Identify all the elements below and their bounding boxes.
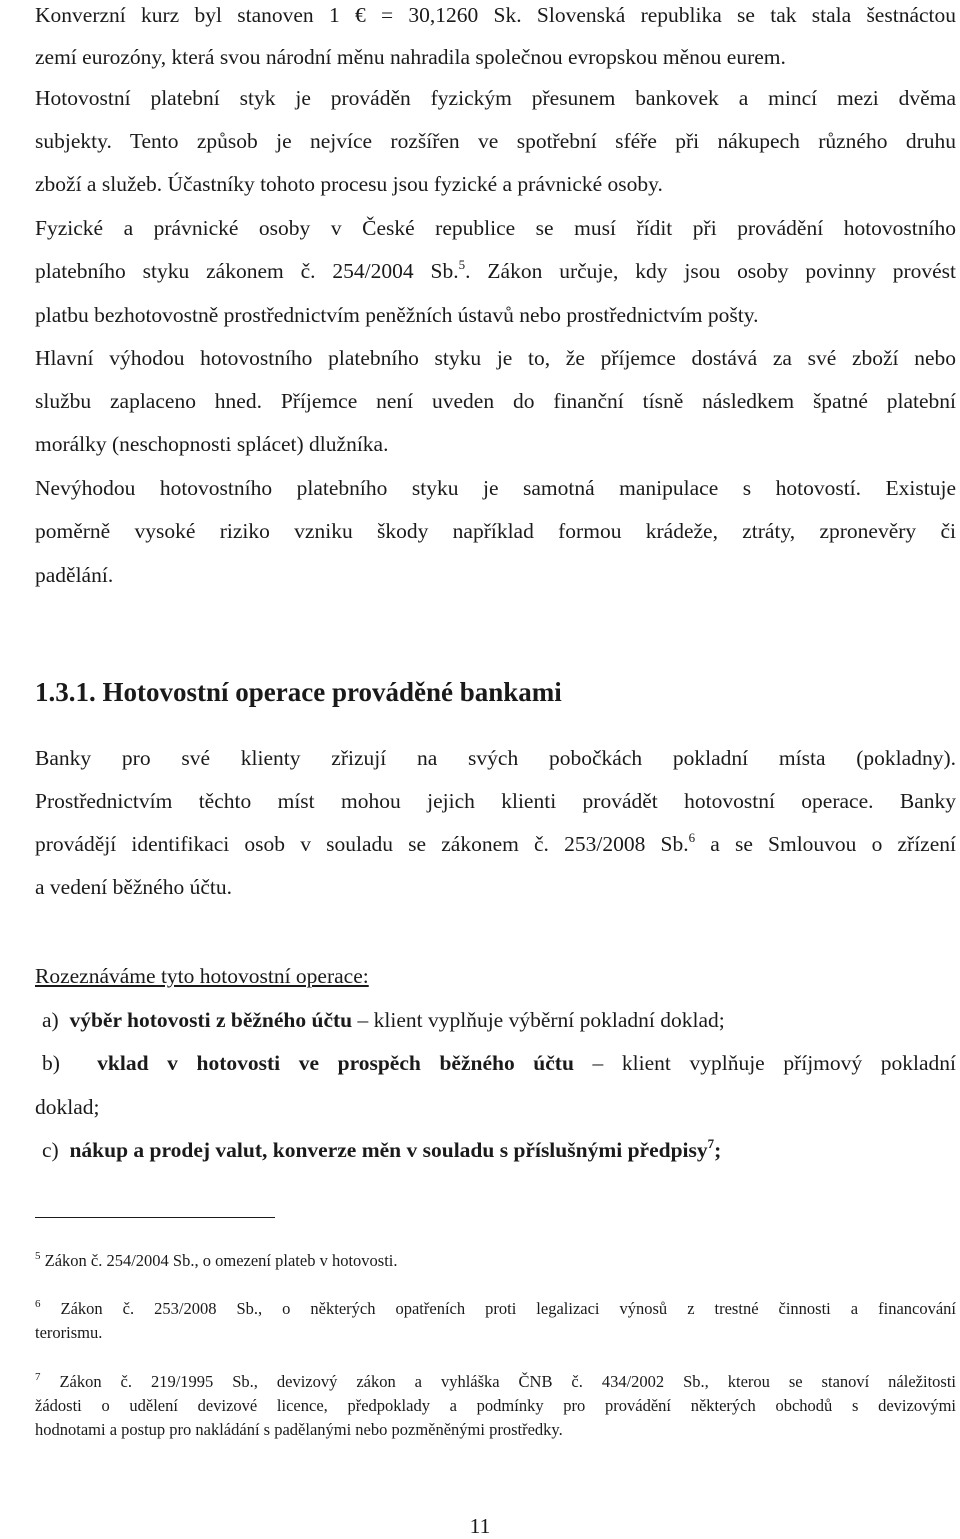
list-item-c-marker: c) (42, 1138, 59, 1162)
list-intro (35, 961, 956, 991)
footnote-6-line-2: terorismu. (35, 1323, 103, 1342)
paragraph-banks-line-1: Banky pro své klienty zřizují na svých pobočkách pokladní místa (pokladny). (35, 746, 956, 770)
list-item-b-marker: b) (42, 1051, 60, 1075)
footnote-7-line-3: hodnotami a postup pro nakládání s padělanými nebo pozměněnými prostředky. (35, 1420, 563, 1439)
list-item-b (42, 1048, 956, 1078)
paragraph-advantage-line-3: morálky (neschopnosti splácet) dlužníka. (35, 432, 389, 456)
paragraph-advantage-line-1: Hlavní výhodou hotovostního platebního styku je to, že příjemce dostává za své zboží nebo (35, 346, 956, 370)
legal-text-part-2: . Zákon určuje, kdy jsou osoby povinny provést (465, 259, 957, 283)
paragraph-legal-line-1: Fyzické a právnické osoby v České republice se musí řídit při provádění hotovostního (35, 216, 956, 240)
section-heading (35, 675, 562, 709)
section-title: Hotovostní operace prováděné bankami (102, 677, 562, 707)
footnote-7-line-2: žádosti o udělení devizové licence, předpoklady a podmínky pro provádění některých obchodů s devizovými (35, 1396, 956, 1415)
paragraph-conversion-line-2: zemí eurozóny, která svou národní měnu nahradila společnou evropskou měnou eurem. (35, 45, 786, 69)
section-number: 1.3.1. (35, 677, 96, 707)
paragraph-banks-line-2: Prostřednictvím těchto míst mohou jejich klienti provádět hotovostní operace. Banky (35, 789, 956, 813)
list-intro-text: Rozeznáváme tyto hotovostní operace: (35, 964, 369, 988)
paragraph-legal-line-2 (35, 256, 956, 286)
footnote-7-number: 7 (35, 1371, 41, 1383)
footnote-separator (35, 1217, 275, 1218)
list-item-a (42, 1005, 956, 1035)
list-item-b-continuation: doklad; (35, 1095, 100, 1119)
footnote-ref-6: 6 (688, 830, 696, 845)
banks-text-part-2: a se Smlouvou o zřízení (695, 832, 956, 856)
list-item-a-text: – klient vyplňuje výběrní pokladní doklad; (352, 1008, 725, 1032)
paragraph-advantage-line-2: službu zaplaceno hned. Příjemce není uveden do finanční tísně následkem špatné platební (35, 389, 956, 413)
page-number: 11 (469, 1514, 491, 1538)
paragraph-cash-payments-line-1: Hotovostní platební styk je prováděn fyzickým přesunem bankovek a mincí mezi dvěma (35, 86, 956, 110)
list-item-b-bold: vklad v hotovosti ve prospěch běžného účtu (97, 1051, 574, 1075)
footnote-6-line-1 (35, 1297, 956, 1321)
footnote-7-line-1 (35, 1370, 956, 1394)
paragraph-cash-payments-line-2: subjekty. Tento způsob je nejvíce rozšířen ve spotřební sféře při nákupech různého druhu (35, 129, 956, 153)
list-item-c-end: ; (714, 1138, 722, 1162)
footnote-5-number: 5 (35, 1250, 41, 1262)
paragraph-disadvantage-line-1: Nevýhodou hotovostního platebního styku je samotná manipulace s hotovostí. Existuje (35, 476, 956, 500)
paragraph-banks-line-4: a vedení běžného účtu. (35, 875, 232, 899)
footnote-6-number: 6 (35, 1298, 41, 1310)
paragraph-disadvantage-line-3: padělání. (35, 563, 114, 587)
banks-text-part-1: provádějí identifikaci osob v souladu se zákonem č. 253/2008 Sb. (35, 832, 689, 856)
paragraph-conversion-line-1: Konverzní kurz byl stanoven 1 € = 30,1260 Sk. Slovenská republika se tak stala šestnáctou (35, 3, 956, 27)
footnote-5 (35, 1249, 956, 1273)
footnote-7-text-1: Zákon č. 219/1995 Sb., devizový zákon a vyhláška ČNB č. 434/2002 Sb., kterou se stanoví náležitosti (40, 1372, 956, 1391)
paragraph-legal-line-3: platbu bezhotovostně prostřednictvím peněžních ústavů nebo prostřednictvím pošty. (35, 303, 759, 327)
list-item-c (42, 1135, 956, 1165)
footnote-5-text: Zákon č. 254/2004 Sb., o omezení plateb v hotovosti. (40, 1251, 398, 1270)
list-item-c-bold: nákup a prodej valut, konverze měn v souladu s příslušnými předpisy (69, 1138, 708, 1162)
paragraph-banks-line-3 (35, 829, 956, 859)
paragraph-disadvantage-line-2: poměrně vysoké riziko vzniku škody například formou krádeže, ztráty, zpronevěry či (35, 519, 956, 543)
list-item-b-text: – klient vyplňuje příjmový pokladní (573, 1051, 956, 1075)
legal-text-part-1: platebního styku zákonem č. 254/2004 Sb. (35, 259, 459, 283)
paragraph-cash-payments-line-3: zboží a služeb. Účastníky tohoto procesu jsou fyzické a právnické osoby. (35, 172, 663, 196)
list-item-a-bold: výběr hotovosti z běžného účtu (69, 1008, 353, 1032)
footnote-ref-5: 5 (458, 257, 466, 272)
list-item-a-marker: a) (42, 1008, 59, 1032)
footnote-6-text-1: Zákon č. 253/2008 Sb., o některých opatřeních proti legalizaci výnosů z trestné činnosti a financování (40, 1299, 956, 1318)
footnote-ref-7: 7 (707, 1136, 715, 1151)
